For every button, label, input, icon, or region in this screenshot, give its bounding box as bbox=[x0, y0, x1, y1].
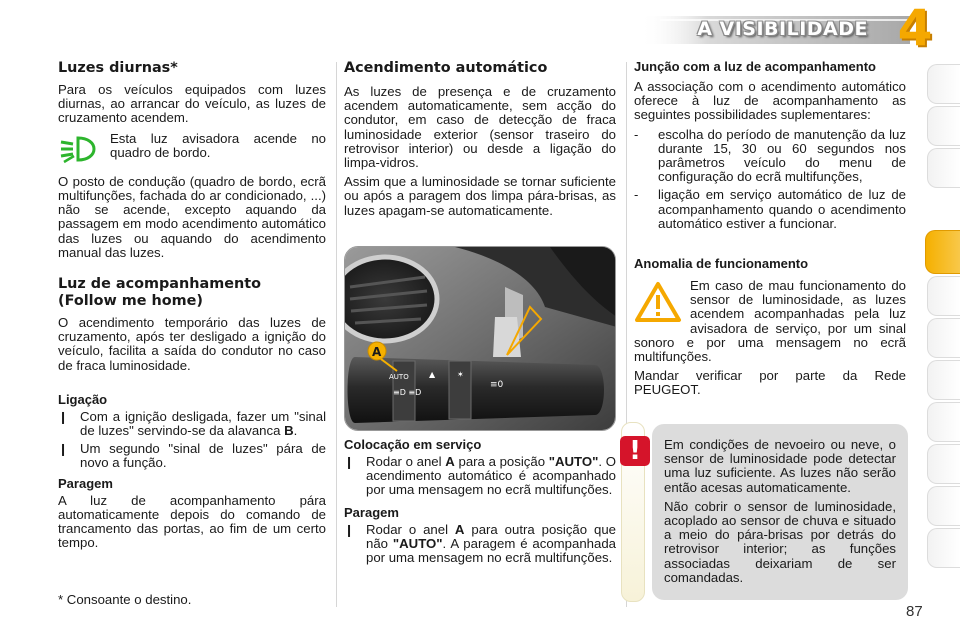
bullet-icon: ❙ bbox=[58, 442, 69, 457]
paragem-paragraph: A luz de acompanhamento pára automaticamente depois do comando de trancamento das portas, ao fim de um certo tempo. bbox=[58, 492, 326, 551]
chapter-tab-10[interactable] bbox=[927, 486, 960, 526]
service-text-c: . O acendimento automático é acompanhado por uma mensagem no ecrã multifunções. bbox=[366, 454, 617, 498]
daytime-lights-paragraph: Para os veículos equipados com luzes diurnas, ao arrancar do veículo, as luzes de cruzamento acendem. bbox=[58, 82, 326, 126]
follow-me-home-paragraph: O acendimento temporário das luzes de cruzamento, após ter desligado a ignição do veículo, facilita a saída do condutor no caso de fraca luminosidade. bbox=[58, 315, 326, 373]
stalk-fog-icon: ✶ bbox=[457, 370, 464, 379]
dash-marker: - bbox=[634, 188, 639, 203]
ligacao-step-1: Com a ignição desligada, fazer um "sinal de luzes" servindo-se da alavanca bbox=[80, 408, 326, 439]
note-box bbox=[652, 424, 908, 600]
chapter-number: 4 bbox=[897, 0, 933, 57]
ring-a-label: A bbox=[372, 345, 382, 359]
column-right bbox=[634, 60, 906, 403]
list-item bbox=[344, 523, 616, 566]
anomaly-heading: Anomalia de funcionamento bbox=[634, 256, 809, 272]
follow-me-home-heading: Luz de acompanhamento bbox=[58, 276, 261, 293]
bullet-icon: ❙ bbox=[58, 409, 69, 424]
auto-lighting-paragraph-1: As luzes de presença e de cruzamento acendem automaticamente, sem acção do condutor, em caso de detecção de fraca luminosidade exterior (sensor traseiro do retrovisor interior) ou desde a ligação do limpa-vidros. bbox=[344, 84, 616, 171]
anomaly-paragraph: Em caso de mau funcionamento do sensor de luminosidade, as luzes acendem acompanhadas pela luz avisadora de serviço, por um sinal sonoro e por uma mensagem no ecrã multifunções. bbox=[634, 278, 906, 365]
ring-key-a: A bbox=[445, 454, 455, 469]
daytime-lights-icon bbox=[58, 132, 110, 167]
anomaly-block bbox=[634, 279, 906, 398]
chapter-tab-3[interactable] bbox=[927, 148, 960, 188]
chapter-title: A VISIBILIDADE bbox=[697, 18, 868, 40]
paragem-text-a: Rodar o anel bbox=[366, 521, 455, 537]
list-item bbox=[58, 410, 326, 438]
list-item bbox=[58, 442, 326, 470]
bullet-icon: ❙ bbox=[344, 455, 355, 469]
note-paragraph-2: Não cobrir o sensor de luminosidade, acoplado ao sensor de chuva e situado a meio do pára-brisas por detrás do retrovisor interior; as funções associadas deixariam de ser comandadas. bbox=[664, 498, 896, 585]
auto-lighting-paragraph-2: Assim que a luminosidade se tornar suficiente ou após a paragem dos limpa pára-brisas, as luzes apagam-se automaticamente. bbox=[344, 174, 616, 218]
chapter-tab-9[interactable] bbox=[927, 444, 960, 484]
follow-me-home-subheading: (Follow me home) bbox=[58, 293, 203, 310]
note-paragraph-1: Em condições de nevoeiro ou neve, o sensor de luminosidade pode detectar uma luz suficiente. As luzes não serão então acesas automaticamente. bbox=[664, 437, 896, 495]
paragem-heading: Paragem bbox=[58, 475, 113, 491]
warning-light-text: Esta luz avisadora acende no quadro de bordo. bbox=[110, 130, 326, 160]
chapter-tabs bbox=[927, 64, 960, 584]
anomaly-paragraph-2: Mandar verificar por parte da Rede PEUGEOT. bbox=[634, 368, 906, 398]
column-middle-lower bbox=[344, 438, 616, 569]
service-heading: Colocação em serviço bbox=[344, 437, 482, 452]
warning-triangle-icon bbox=[634, 281, 682, 323]
junction-paragraph: A associação com o acendimento automático oferece à luz de acompanhamento as seguintes possibilidades suplementares: bbox=[634, 79, 906, 123]
footnote: * Consoante o destino. bbox=[58, 592, 192, 607]
ring-key-a-2: A bbox=[454, 521, 465, 537]
dash-marker: - bbox=[634, 127, 639, 142]
bullet-icon: ❙ bbox=[344, 522, 355, 537]
chapter-tab-8[interactable] bbox=[927, 402, 960, 442]
chapter-tab-4-active[interactable] bbox=[925, 230, 960, 274]
service-text-b: para a posição bbox=[454, 454, 549, 469]
daytime-lights-heading: Luzes diurnas* bbox=[58, 60, 178, 76]
chapter-tab-5[interactable] bbox=[927, 276, 960, 316]
chapter-tab-7[interactable] bbox=[927, 360, 960, 400]
paragem-heading-2: Paragem bbox=[344, 504, 399, 520]
auto-lighting-heading: Acendimento automático bbox=[344, 60, 548, 76]
list-item bbox=[634, 128, 906, 185]
list-item bbox=[634, 188, 906, 231]
stalk-off-icon: ▲ bbox=[429, 370, 436, 379]
chapter-tab-11[interactable] bbox=[927, 528, 960, 568]
ligacao-heading: Ligação bbox=[58, 391, 108, 407]
stalk-sidelight-icon: ≡D ≡D bbox=[393, 388, 422, 397]
dashboard-paragraph: O posto de condução (quadro de bordo, ecrã multifunções, fachada do ar condicionado, ...) não se acende, excepto aquando da passagem em modo acendimento automático das luzes ou aquando do acendimento manual das luzes. bbox=[58, 173, 326, 260]
chapter-tab-1[interactable] bbox=[927, 64, 960, 104]
junction-option-1: escolha do período de manutenção da luz durante 15, 30 ou 60 segundos nos parâmetros veículo do menu de configuração do ecrã multifunções, bbox=[658, 126, 906, 185]
page-number: 87 bbox=[906, 603, 923, 620]
ligacao-step-2: Um segundo "sinal de luzes" pára de novo a função. bbox=[80, 441, 326, 471]
auto-position-label-2: "AUTO" bbox=[392, 535, 443, 551]
column-divider-1 bbox=[336, 62, 337, 607]
paragem-text-c: . A paragem é acompanhada por uma mensagem no ecrã multifunções. bbox=[366, 535, 616, 566]
column-left bbox=[58, 60, 326, 555]
list-item bbox=[344, 455, 616, 498]
chapter-tab-6[interactable] bbox=[927, 318, 960, 358]
stalk-auto-label: AUTO bbox=[389, 373, 409, 381]
chapter-tab-2[interactable] bbox=[927, 106, 960, 146]
warning-light-row bbox=[58, 132, 326, 167]
ligacao-step-1-end: . bbox=[293, 423, 298, 439]
lever-key-b: B bbox=[284, 423, 294, 439]
auto-position-label: "AUTO" bbox=[548, 454, 599, 469]
service-text-a: Rodar o anel bbox=[366, 454, 446, 469]
junction-heading: Junção com a luz de acompanhamento bbox=[634, 59, 876, 74]
lighting-stalk-photo bbox=[344, 246, 616, 431]
junction-option-2: ligação em serviço automático de luz de acompanhamento quando o acendimento automático estiver a funcionar. bbox=[658, 187, 906, 231]
column-middle bbox=[344, 60, 616, 223]
exclamation-icon: ! bbox=[620, 436, 650, 466]
stalk-rear-fog-icon: ≡0 bbox=[490, 380, 504, 390]
paragem-text-b: para outra posição que não bbox=[366, 521, 616, 551]
